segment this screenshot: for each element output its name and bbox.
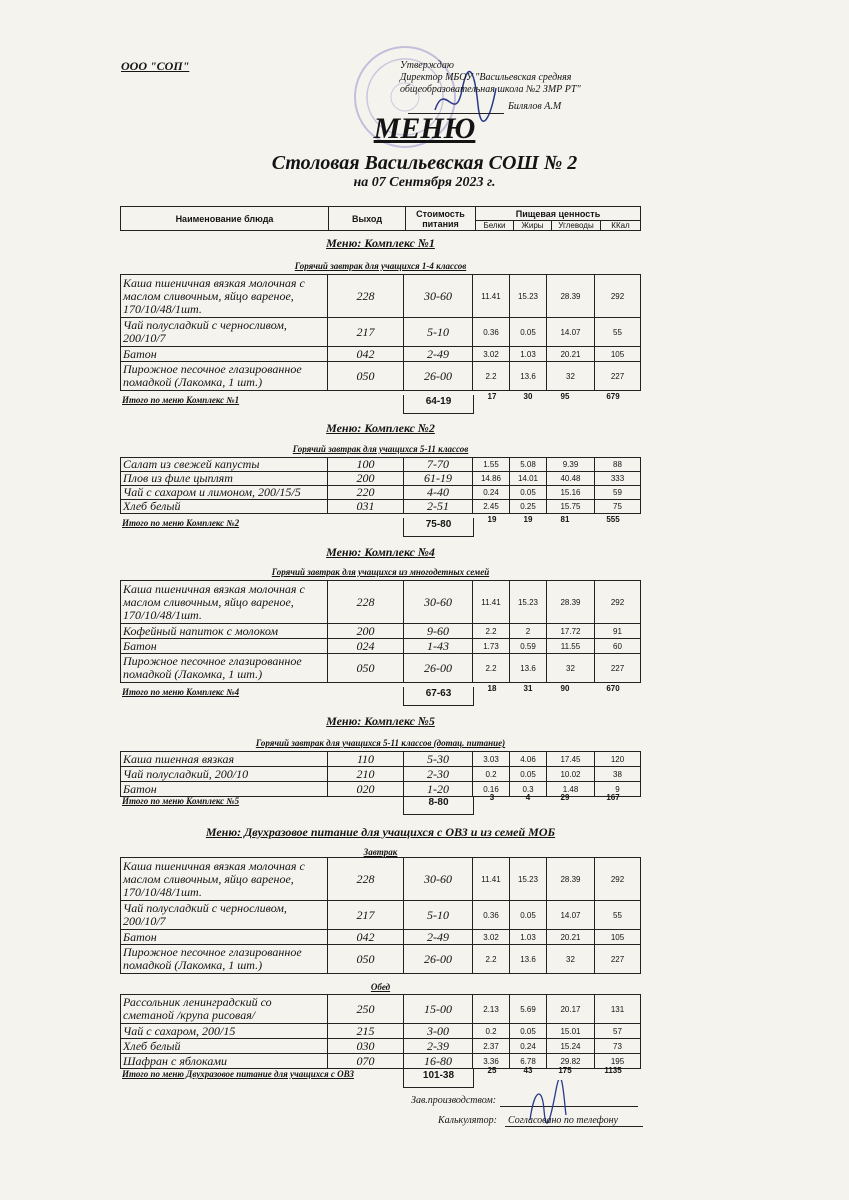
dish-carbs: 28.39	[547, 275, 595, 318]
dish-proteins: 3.03	[473, 752, 510, 767]
dish-output: 228	[328, 275, 404, 318]
dish-output: 050	[328, 362, 404, 391]
dish-price: 61-19	[404, 472, 473, 486]
organization-name: ООО "СОП"	[121, 59, 190, 73]
total-price: 64-19	[403, 395, 474, 414]
dish-name: Каша пшеничная вязкая молочная с маслом сливочным, яйцо вареное, 170/10/48/1шт.	[121, 581, 328, 624]
table-row	[121, 858, 641, 901]
menu-table	[120, 857, 641, 974]
dish-price: 16-80	[404, 1054, 473, 1069]
section-title: Меню: Комплекс №2	[326, 421, 435, 435]
section-title: Меню: Комплекс №5	[326, 714, 435, 728]
menu-table	[120, 994, 641, 1069]
calculator-label: Калькулятор:	[438, 1115, 497, 1126]
table-row	[121, 472, 641, 486]
total-fats: 43	[523, 1066, 533, 1075]
group-subtitle: Обед	[370, 982, 391, 992]
dish-price: 5-10	[404, 318, 473, 347]
dish-carbs: 32	[547, 654, 595, 683]
dish-fats: 0.05	[510, 486, 547, 500]
table-row	[121, 1039, 641, 1054]
dish-kcal: 9	[595, 782, 641, 797]
total-kcal: 670	[606, 684, 620, 693]
table-row	[121, 318, 641, 347]
dish-price: 2-49	[404, 347, 473, 362]
dish-fats: 1.03	[510, 347, 547, 362]
dish-kcal: 88	[595, 458, 641, 472]
dish-carbs: 29.82	[547, 1054, 595, 1069]
dish-proteins: 0.24	[473, 486, 510, 500]
total-fats: 31	[523, 684, 533, 693]
dish-price: 7-70	[404, 458, 473, 472]
table-row	[121, 930, 641, 945]
dish-fats: 13.6	[510, 654, 547, 683]
group-subtitle: Горячий завтрак для учащихся 5-11 классов (дотац. питание)	[255, 738, 506, 748]
menu-date: на 07 Сентября 2023 г.	[353, 175, 496, 190]
dish-kcal: 55	[595, 901, 641, 930]
dish-name: Пирожное песочное глазированное помадкой (Лакомка, 1 шт.)	[121, 945, 328, 974]
dish-price: 4-40	[404, 486, 473, 500]
dish-name: Чай полусладкий с черносливом, 200/10/7	[121, 318, 328, 347]
dish-price: 5-30	[404, 752, 473, 767]
dish-output: 100	[328, 458, 404, 472]
dish-name: Хлеб белый	[121, 500, 328, 514]
dish-price: 26-00	[404, 362, 473, 391]
approve-label: Утверждаю	[400, 60, 454, 71]
dish-kcal: 73	[595, 1039, 641, 1054]
section-total	[120, 515, 641, 536]
total-label: Итого по меню Комплекс №5	[122, 796, 240, 806]
dish-price: 3-00	[404, 1024, 473, 1039]
dish-price: 2-30	[404, 767, 473, 782]
dish-kcal: 60	[595, 639, 641, 654]
dish-name: Пирожное песочное глазированное помадкой (Лакомка, 1 шт.)	[121, 654, 328, 683]
dish-output: 250	[328, 995, 404, 1024]
dish-proteins: 11.41	[473, 858, 510, 901]
dish-carbs: 15.24	[547, 1039, 595, 1054]
dish-kcal: 75	[595, 500, 641, 514]
dish-name: Плов из филе цыплят	[121, 472, 328, 486]
dish-kcal: 57	[595, 1024, 641, 1039]
dish-fats: 14.01	[510, 472, 547, 486]
dish-carbs: 15.16	[547, 486, 595, 500]
dish-fats: 0.05	[510, 318, 547, 347]
dish-proteins: 2.45	[473, 500, 510, 514]
dish-carbs: 15.75	[547, 500, 595, 514]
group-subtitle: Завтрак	[363, 847, 398, 857]
col-output: Выход	[329, 207, 406, 231]
total-label: Итого по меню Двухразовое питание для учащихся с ОВЗ	[122, 1069, 354, 1079]
dish-output: 110	[328, 752, 404, 767]
total-label: Итого по меню Комплекс №4	[122, 687, 240, 697]
dish-output: 042	[328, 347, 404, 362]
menu-table	[120, 751, 641, 797]
calculator-value: Согласовано по телефону	[508, 1115, 618, 1126]
dish-fats: 0.05	[510, 1024, 547, 1039]
dish-name: Кофейный напиток с молоком	[121, 624, 328, 639]
dish-output: 050	[328, 945, 404, 974]
table-row	[121, 458, 641, 472]
production-label: Зав.производством:	[411, 1095, 497, 1106]
table-row	[121, 767, 641, 782]
dish-fats: 5.08	[510, 458, 547, 472]
dish-kcal: 195	[595, 1054, 641, 1069]
dish-carbs: 11.55	[547, 639, 595, 654]
total-proteins: 25	[487, 1066, 497, 1075]
menu-table	[120, 457, 641, 514]
dish-kcal: 59	[595, 486, 641, 500]
column-header-table	[120, 206, 641, 231]
dish-name: Батон	[121, 639, 328, 654]
dish-price: 2-49	[404, 930, 473, 945]
dish-proteins: 0.36	[473, 901, 510, 930]
dish-name: Батон	[121, 930, 328, 945]
dish-proteins: 14.86	[473, 472, 510, 486]
table-row	[121, 1024, 641, 1039]
dish-kcal: 333	[595, 472, 641, 486]
total-proteins: 18	[487, 684, 497, 693]
col-cost: Стоимость питания	[406, 207, 476, 231]
dish-fats: 0.05	[510, 767, 547, 782]
dish-proteins: 2.13	[473, 995, 510, 1024]
dish-kcal: 227	[595, 654, 641, 683]
table-row	[121, 639, 641, 654]
dish-price: 5-10	[404, 901, 473, 930]
table-row	[121, 945, 641, 974]
dish-kcal: 55	[595, 318, 641, 347]
dish-carbs: 14.07	[547, 901, 595, 930]
table-row	[121, 654, 641, 683]
dish-proteins: 11.41	[473, 581, 510, 624]
dish-kcal: 292	[595, 858, 641, 901]
dish-output: 030	[328, 1039, 404, 1054]
dish-price: 9-60	[404, 624, 473, 639]
approve-position: Директор МБОУ "Васильевская средняя	[400, 72, 572, 83]
dish-name: Хлеб белый	[121, 1039, 328, 1054]
table-row	[121, 347, 641, 362]
table-row	[121, 486, 641, 500]
dish-carbs: 20.21	[547, 930, 595, 945]
total-price: 101-38	[403, 1069, 474, 1088]
dish-name: Чай полусладкий с черносливом, 200/10/7	[121, 901, 328, 930]
col-kcal: ККал	[601, 221, 641, 231]
total-price: 75-80	[403, 518, 474, 537]
dish-output: 217	[328, 318, 404, 347]
menu-table	[120, 580, 641, 683]
group-subtitle: Горячий завтрак для учащихся 1-4 классов	[294, 261, 467, 271]
dish-carbs: 20.17	[547, 995, 595, 1024]
total-carbs: 81	[560, 515, 570, 524]
dish-kcal: 227	[595, 362, 641, 391]
dish-kcal: 292	[595, 275, 641, 318]
dish-output: 042	[328, 930, 404, 945]
dish-fats: 15.23	[510, 275, 547, 318]
group-subtitle: Горячий завтрак для учащихся 5-11 классов	[292, 444, 469, 454]
dish-proteins: 0.2	[473, 1024, 510, 1039]
dish-fats: 0.24	[510, 1039, 547, 1054]
dish-output: 228	[328, 581, 404, 624]
dish-output: 031	[328, 500, 404, 514]
group-subtitle: Горячий завтрак для учащихся из многодетных семей	[271, 567, 490, 577]
section-title: Меню: Комплекс №1	[326, 236, 435, 250]
dish-name: Каша пшеничная вязкая молочная с маслом сливочным, яйцо вареное, 170/10/48/1шт.	[121, 275, 328, 318]
dish-proteins: 0.2	[473, 767, 510, 782]
dish-proteins: 1.73	[473, 639, 510, 654]
dish-carbs: 1.48	[547, 782, 595, 797]
dish-fats: 4.06	[510, 752, 547, 767]
table-row	[121, 500, 641, 514]
dish-kcal: 105	[595, 347, 641, 362]
approve-school: общеобразовательная школа №2 ЗМР РТ"	[400, 84, 581, 95]
dish-kcal: 131	[595, 995, 641, 1024]
dish-carbs: 17.45	[547, 752, 595, 767]
dish-carbs: 14.07	[547, 318, 595, 347]
dish-proteins: 3.02	[473, 930, 510, 945]
dish-price: 26-00	[404, 945, 473, 974]
total-price: 67-63	[403, 687, 474, 706]
dish-fats: 5.69	[510, 995, 547, 1024]
dish-carbs: 10.02	[547, 767, 595, 782]
dish-carbs: 20.21	[547, 347, 595, 362]
dish-price: 30-60	[404, 581, 473, 624]
section-title: Меню: Комплекс №4	[326, 545, 435, 559]
section-total	[120, 392, 641, 413]
dish-carbs: 28.39	[547, 581, 595, 624]
dish-proteins: 2.37	[473, 1039, 510, 1054]
director-name: Билялов А.М	[508, 101, 562, 112]
dish-proteins: 3.02	[473, 347, 510, 362]
col-carbs: Углеводы	[552, 221, 601, 231]
dish-carbs: 32	[547, 362, 595, 391]
dish-kcal: 120	[595, 752, 641, 767]
total-kcal: 679	[606, 392, 620, 401]
dish-output: 217	[328, 901, 404, 930]
dish-output: 050	[328, 654, 404, 683]
dish-fats: 13.6	[510, 945, 547, 974]
dish-name: Каша пшеничная вязкая молочная с маслом сливочным, яйцо вареное, 170/10/48/1шт.	[121, 858, 328, 901]
dish-carbs: 15.01	[547, 1024, 595, 1039]
dish-name: Батон	[121, 782, 328, 797]
total-proteins: 19	[487, 515, 497, 524]
dish-fats: 0.05	[510, 901, 547, 930]
dish-name: Чай полусладкий, 200/10	[121, 767, 328, 782]
dish-carbs: 40.48	[547, 472, 595, 486]
total-fats: 30	[523, 392, 533, 401]
dish-output: 200	[328, 624, 404, 639]
section-total	[120, 684, 641, 705]
dish-output: 210	[328, 767, 404, 782]
table-row	[121, 362, 641, 391]
dish-proteins: 2.2	[473, 945, 510, 974]
dish-price: 2-39	[404, 1039, 473, 1054]
total-price: 8-80	[403, 796, 474, 815]
dish-price: 30-60	[404, 275, 473, 318]
dish-kcal: 105	[595, 930, 641, 945]
dish-proteins: 1.55	[473, 458, 510, 472]
dish-fats: 15.23	[510, 581, 547, 624]
dish-name: Каша пшенная вязкая	[121, 752, 328, 767]
dish-name: Рассольник ленинградский со сметаной /крупа рисовая/	[121, 995, 328, 1024]
dish-price: 1-20	[404, 782, 473, 797]
dish-fats: 1.03	[510, 930, 547, 945]
dish-kcal: 227	[595, 945, 641, 974]
dish-name: Чай с сахаром, 200/15	[121, 1024, 328, 1039]
dish-carbs: 32	[547, 945, 595, 974]
total-carbs: 95	[560, 392, 570, 401]
dish-price: 15-00	[404, 995, 473, 1024]
dish-proteins: 11.41	[473, 275, 510, 318]
total-proteins: 17	[487, 392, 497, 401]
table-row	[121, 752, 641, 767]
dish-output: 020	[328, 782, 404, 797]
section-title: Меню: Двухразовое питание для учащихся с ОВЗ и из семей МОБ	[205, 825, 556, 839]
table-row	[121, 275, 641, 318]
dish-carbs: 9.39	[547, 458, 595, 472]
dish-kcal: 38	[595, 767, 641, 782]
col-name: Наименование блюда	[121, 207, 329, 231]
dish-price: 26-00	[404, 654, 473, 683]
dish-name: Чай с сахаром и лимоном, 200/15/5	[121, 486, 328, 500]
total-carbs: 90	[560, 684, 570, 693]
dish-fats: 0.59	[510, 639, 547, 654]
dish-fats: 0.25	[510, 500, 547, 514]
total-kcal: 555	[606, 515, 620, 524]
dish-output: 200	[328, 472, 404, 486]
total-kcal: 1135	[604, 1066, 622, 1075]
dish-price: 30-60	[404, 858, 473, 901]
dish-fats: 15.23	[510, 858, 547, 901]
dish-fats: 13.6	[510, 362, 547, 391]
menu-table	[120, 274, 641, 391]
dish-kcal: 91	[595, 624, 641, 639]
dish-proteins: 2.2	[473, 362, 510, 391]
table-row	[121, 581, 641, 624]
dish-kcal: 292	[595, 581, 641, 624]
dish-carbs: 28.39	[547, 858, 595, 901]
dish-name: Салат из свежей капусты	[121, 458, 328, 472]
dish-fats: 6.78	[510, 1054, 547, 1069]
total-carbs: 175	[558, 1066, 572, 1075]
section-total	[120, 793, 641, 814]
dish-fats: 2	[510, 624, 547, 639]
dish-proteins: 0.16	[473, 782, 510, 797]
total-fats: 4	[525, 793, 531, 802]
dish-name: Батон	[121, 347, 328, 362]
dish-proteins: 0.36	[473, 318, 510, 347]
dish-output: 215	[328, 1024, 404, 1039]
table-row	[121, 901, 641, 930]
col-fats: Жиры	[514, 221, 552, 231]
dish-carbs: 17.72	[547, 624, 595, 639]
total-fats: 19	[523, 515, 533, 524]
canteen-name: Столовая Васильевская СОШ № 2	[271, 152, 578, 174]
dish-proteins: 2.2	[473, 654, 510, 683]
dish-name: Пирожное песочное глазированное помадкой (Лакомка, 1 шт.)	[121, 362, 328, 391]
dish-output: 228	[328, 858, 404, 901]
dish-price: 2-51	[404, 500, 473, 514]
dish-output: 220	[328, 486, 404, 500]
table-row	[121, 624, 641, 639]
dish-price: 1-43	[404, 639, 473, 654]
total-label: Итого по меню Комплекс №1	[122, 395, 240, 405]
calculator-line	[505, 1126, 643, 1127]
dish-output: 070	[328, 1054, 404, 1069]
table-row	[121, 995, 641, 1024]
dish-fats: 0.3	[510, 782, 547, 797]
page-title: МЕНЮ	[373, 112, 476, 145]
total-label: Итого по меню Комплекс №2	[122, 518, 240, 528]
col-nutrition: Пищевая ценность	[476, 207, 641, 221]
dish-name: Шафран с яблоками	[121, 1054, 328, 1069]
total-proteins: 3	[489, 793, 495, 802]
col-proteins: Белки	[476, 221, 514, 231]
total-kcal: 167	[606, 793, 620, 802]
dish-proteins: 3.36	[473, 1054, 510, 1069]
dish-proteins: 2.2	[473, 624, 510, 639]
total-carbs: 29	[560, 793, 570, 802]
dish-output: 024	[328, 639, 404, 654]
